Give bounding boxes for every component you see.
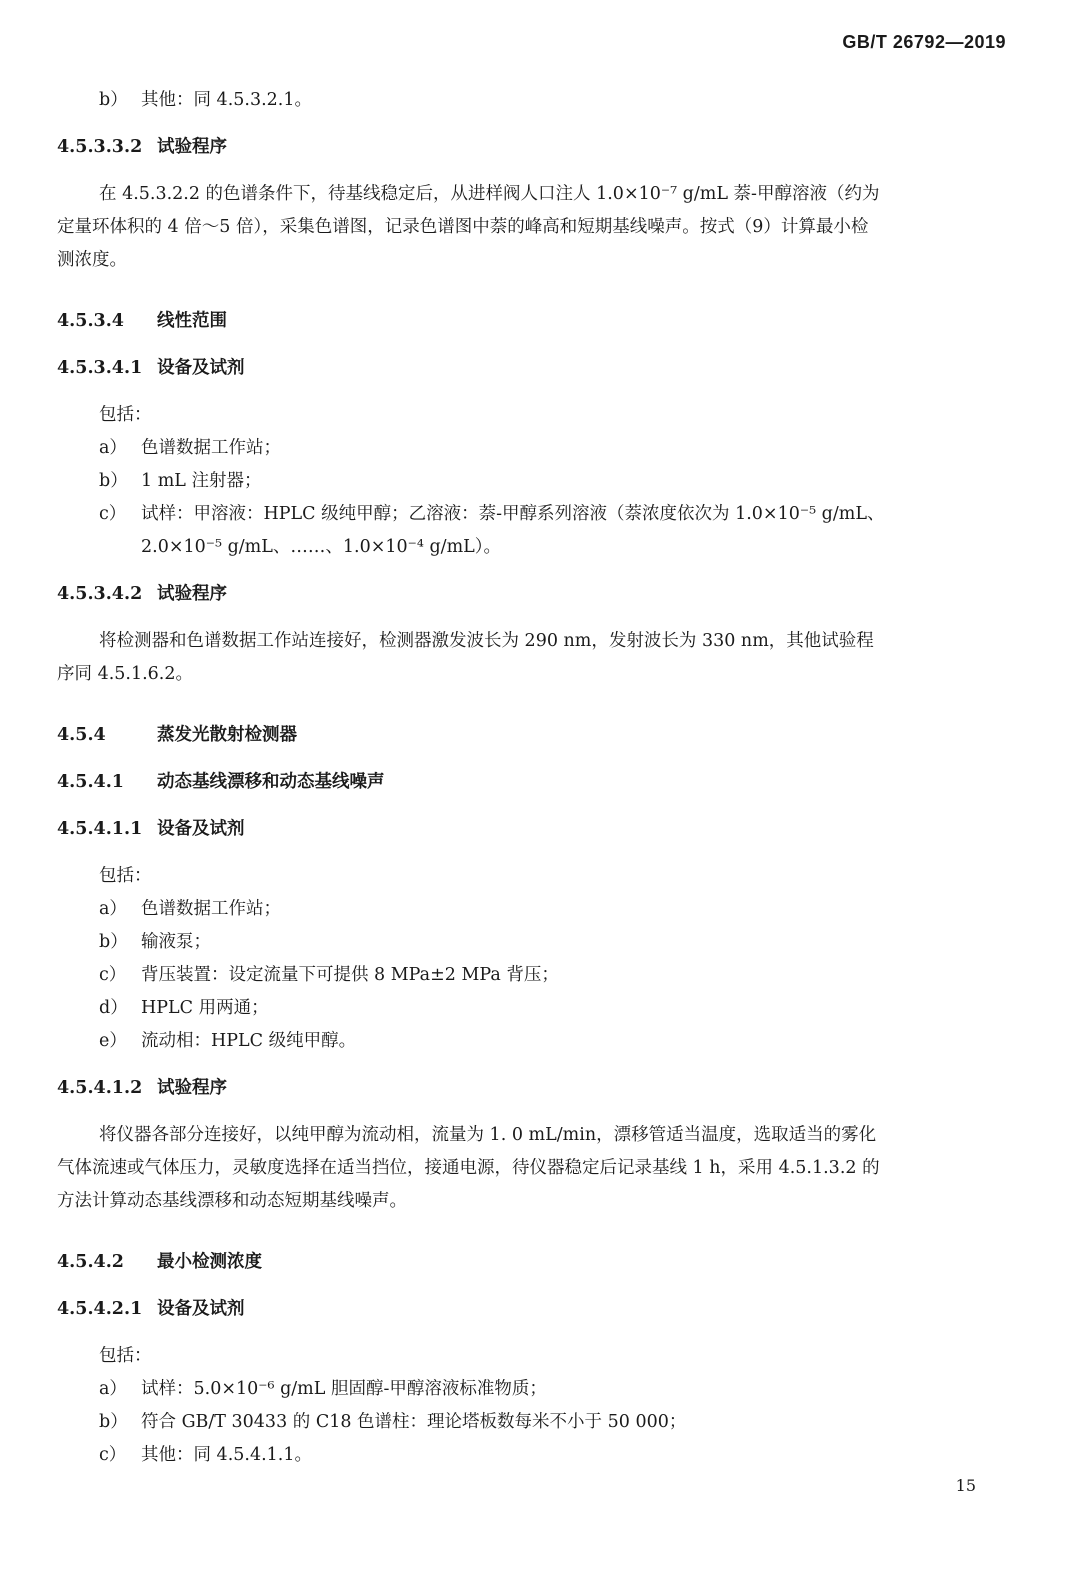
- section-number: 4.5.4: [57, 725, 106, 745]
- list-marker: c）: [99, 965, 127, 985]
- list-marker: c）: [99, 504, 127, 524]
- section-title: 动态基线漂移和动态基线噪声: [157, 772, 385, 792]
- list-item-text: 试样：5.0×10⁻⁶ g/mL 胆固醇-甲醇溶液标准物质；: [141, 1379, 547, 1399]
- paragraph-line: 将检测器和色谱数据工作站连接好，检测器激发波长为 290 nm，发射波长为 330 nm，其他试验程: [99, 631, 874, 651]
- spacer: [57, 385, 1007, 399]
- intro-text: 包括：: [99, 405, 152, 425]
- standard-code: GB/T 26792—2019: [842, 32, 1006, 52]
- paragraph: [57, 1119, 1007, 1218]
- list-item: [57, 992, 1007, 1025]
- list-marker: a）: [99, 438, 127, 458]
- spacer: [57, 846, 1007, 860]
- spacer: [57, 564, 1007, 578]
- list-item-text: HPLC 用两通；: [141, 998, 269, 1018]
- spacer: [57, 705, 1007, 719]
- paragraph: [57, 178, 1007, 277]
- section-title: 最小检测浓度: [157, 1252, 262, 1272]
- intro-text: 包括：: [99, 1346, 152, 1366]
- section-number: 4.5.3.4.2: [57, 584, 143, 604]
- list-item-text: 其他：同 4.5.3.2.1。: [141, 90, 312, 110]
- section-number: 4.5.3.3.2: [57, 137, 143, 157]
- spacer: [57, 117, 1007, 131]
- spacer: [57, 611, 1007, 625]
- spacer: [57, 1058, 1007, 1072]
- section-number: 4.5.4.1: [57, 772, 124, 792]
- section-title: 试验程序: [157, 584, 227, 604]
- spacer: [57, 1232, 1007, 1246]
- spacer: [57, 164, 1007, 178]
- paragraph-line: 序同 4.5.1.6.2。: [57, 664, 193, 684]
- list-item-text: 输液泵；: [141, 932, 211, 952]
- list-item-text: 符合 GB/T 30433 的 C18 色谱柱：理论塔板数每米不小于 50 000；: [141, 1412, 687, 1432]
- list-item: [57, 926, 1007, 959]
- list-marker: c）: [99, 1445, 127, 1465]
- section-number: 4.5.3.4: [57, 311, 124, 331]
- section-heading: [57, 305, 1007, 338]
- section-heading: [57, 1072, 1007, 1105]
- list-item: [57, 1025, 1007, 1058]
- list-marker: b）: [99, 471, 128, 491]
- spacer: [57, 799, 1007, 813]
- section-heading: [57, 813, 1007, 846]
- spacer: [57, 1105, 1007, 1119]
- list-item-text: 流动相：HPLC 级纯甲醇。: [141, 1031, 357, 1051]
- list-item: [57, 84, 1007, 117]
- spacer: [57, 1326, 1007, 1340]
- section-heading: [57, 131, 1007, 164]
- list-item-text: 1 mL 注射器；: [141, 471, 262, 491]
- list-item: [57, 1373, 1007, 1406]
- list-item: [57, 432, 1007, 465]
- list-marker: a）: [99, 899, 127, 919]
- list-marker: b）: [99, 932, 128, 952]
- spacer: [57, 291, 1007, 305]
- list-item-text: 试样：甲溶液：HPLC 级纯甲醇；乙溶液：萘-甲醇系列溶液（萘浓度依次为 1.0×10⁻⁵ g/mL、: [141, 504, 885, 524]
- list-item: [57, 1439, 1007, 1472]
- spacer: [57, 1279, 1007, 1293]
- list-marker: e）: [99, 1031, 127, 1051]
- section-number: 4.5.4.2.1: [57, 1299, 143, 1319]
- list-item-text: 背压装置：设定流量下可提供 8 MPa±2 MPa 背压；: [141, 965, 559, 985]
- paragraph-line: 方法计算动态基线漂移和动态短期基线噪声。: [57, 1191, 407, 1211]
- section-heading: [57, 766, 1007, 799]
- section-heading: [57, 578, 1007, 611]
- document-body: [57, 84, 1007, 1472]
- section-number: 4.5.3.4.1: [57, 358, 143, 378]
- list-item-text: 色谱数据工作站；: [141, 438, 281, 458]
- list-item: [57, 465, 1007, 498]
- section-title: 设备及试剂: [157, 1299, 245, 1319]
- list-marker: b）: [99, 90, 128, 110]
- spacer: [57, 338, 1007, 352]
- section-title: 试验程序: [157, 137, 227, 157]
- section-number: 4.5.4.1.2: [57, 1078, 143, 1098]
- list-item-text: 其他：同 4.5.4.1.1。: [141, 1445, 312, 1465]
- paragraph-line: 将仪器各部分连接好，以纯甲醇为流动相，流量为 1. 0 mL/min，漂移管适当温度，选取适当的雾化: [99, 1125, 877, 1145]
- list-marker: a）: [99, 1379, 127, 1399]
- paragraph-line: 在 4.5.3.2.2 的色谱条件下，待基线稳定后，从进样阀人口注人 1.0×10⁻⁷ g/mL 萘-甲醇溶液（约为: [99, 184, 880, 204]
- intro-text: 包括：: [99, 866, 152, 886]
- paragraph-line: 定量环体积的 4 倍～5 倍），采集色谱图，记录色谱图中萘的峰高和短期基线噪声。按式（9）计算最小检: [57, 217, 869, 237]
- section-title: 试验程序: [157, 1078, 227, 1098]
- paragraph-line: 气体流速或气体压力，灵敏度选择在适当挡位，接通电源，待仪器稳定后记录基线 1 h，采用 4.5.1.3.2 的: [57, 1158, 880, 1178]
- list-item-continuation: 2.0×10⁻⁵ g/mL、……、1.0×10⁻⁴ g/mL）。: [141, 537, 502, 557]
- list-item: [57, 1406, 1007, 1439]
- section-title: 设备及试剂: [157, 819, 245, 839]
- list-marker: b）: [99, 1412, 128, 1432]
- section-heading: [57, 1246, 1007, 1279]
- paragraph-line: 测浓度。: [57, 250, 127, 270]
- section-heading: [57, 1293, 1007, 1326]
- section-number: 4.5.4.2: [57, 1252, 124, 1272]
- paragraph: [57, 625, 1007, 691]
- list-item-text: 色谱数据工作站；: [141, 899, 281, 919]
- section-heading: [57, 352, 1007, 385]
- section-title: 蒸发光散射检测器: [157, 725, 297, 745]
- list-item: [57, 893, 1007, 926]
- list-item: [57, 498, 1007, 531]
- page-number: 15: [955, 1476, 976, 1495]
- list-item: [57, 959, 1007, 992]
- list-marker: d）: [99, 998, 128, 1018]
- section-title: 线性范围: [157, 311, 227, 331]
- section-number: 4.5.4.1.1: [57, 819, 143, 839]
- spacer: [57, 752, 1007, 766]
- section-title: 设备及试剂: [157, 358, 245, 378]
- section-heading: [57, 719, 1007, 752]
